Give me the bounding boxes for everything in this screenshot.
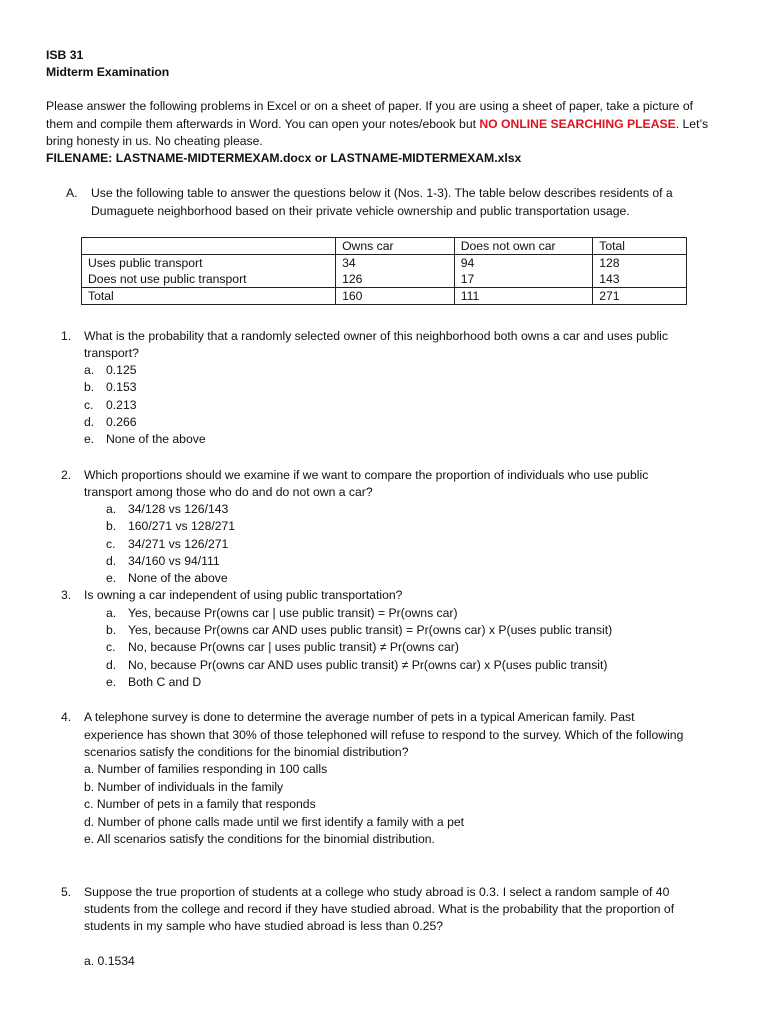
option-text: 34/128 vs 126/143 [128,502,229,516]
question-2-text: Which proportions should we examine if we want to compare the proportion of individuals who use public [84,468,649,482]
option-text: Both C and D [128,675,202,689]
table-cell: 143 [593,271,687,288]
option-letter: a. [106,606,117,620]
table-cell: 128 [593,255,687,272]
table-cell: Total [82,288,336,305]
question-3-text: Is owning a car independent of using public transportation? [84,588,403,602]
table-row [82,271,687,288]
option-text: 34/160 vs 94/111 [128,554,220,568]
table-cell: Uses public transport [82,255,336,272]
option-3a [106,605,458,622]
option-1d [84,414,137,431]
option-letter: c. [106,640,116,654]
intro-line-2 [46,116,708,133]
table-header-cell: Total [593,238,687,255]
question-1-text: What is the probability that a randomly selected owner of this neighborhood both owns a car and uses public [84,329,668,343]
question-4-text: A telephone survey is done to determine the average number of pets in a typical American family. Past [84,710,635,724]
option-text: No, because Pr(owns car AND uses public transit) ≠ Pr(owns car) x P(uses public transit) [128,658,608,672]
option-3c [106,639,459,656]
question-5-number: 5. [61,885,72,899]
question-2-text: transport among those who do and do not own a car? [84,485,373,499]
table-header-cell [82,238,336,255]
table-header-cell: Owns car [336,238,455,255]
option-3d [106,657,607,674]
option-letter: d. [84,415,95,429]
option-2b [106,518,235,535]
table-row [82,255,687,272]
option-text: Yes, because Pr(owns car AND uses public transit) = Pr(owns car) x P(uses public transit) [128,623,613,637]
option-1e [84,431,206,448]
section-a-line-2: Dumaguete neighborhood based on their private vehicle ownership and public transportation usage. [91,204,630,218]
option-1a [84,362,137,379]
option-letter: d. [106,554,117,568]
table-cell: 160 [336,288,455,305]
car-transport-table [81,237,687,305]
option-letter: d. [106,658,117,672]
intro-line-2-end: . Let’s [675,117,709,131]
table-cell: 271 [593,288,687,305]
option-letter: c. [84,398,94,412]
option-letter: b. [106,519,117,533]
option-text: 0.125 [106,363,137,377]
course-code: ISB 31 [46,48,84,62]
table-cell: Does not use public transport [82,271,336,288]
question-3-number: 3. [61,588,72,602]
option-text: 0.213 [106,398,137,412]
option-4d: d. Number of phone calls made until we first identify a family with a pet [84,815,465,829]
option-2a [106,501,228,518]
option-1b [84,379,137,396]
option-1c [84,397,137,414]
question-4-text: experience has shown that 30% of those telephoned will refuse to respond to the survey. Which of the following [84,728,684,742]
option-text: 0.153 [106,380,137,394]
option-text: None of the above [106,432,206,446]
question-4-number: 4. [61,710,72,724]
option-4c: c. Number of pets in a family that responds [84,797,316,811]
table-row [82,288,687,305]
option-text: 0.266 [106,415,137,429]
question-5-text: Suppose the true proportion of students at a college who study abroad is 0.3. I select a random sample of 40 [84,885,670,899]
option-3b [106,622,612,639]
table-cell: 94 [454,255,593,272]
question-2-number: 2. [61,468,72,482]
table-cell: 111 [454,288,593,305]
option-text: 160/271 vs 128/271 [128,519,236,533]
no-searching-warning: NO ONLINE SEARCHING PLEASE [479,117,676,131]
option-2d [106,553,220,570]
question-5-text: students in my sample who have studied abroad is less than 0.25? [84,919,444,933]
option-letter: e. [106,571,117,585]
option-letter: b. [106,623,117,637]
filename-instruction: FILENAME: LASTNAME-MIDTERMEXAM.docx or LASTNAME-MIDTERMEXAM.xlsx [46,151,522,165]
option-letter: a. [84,363,95,377]
question-1-text: transport? [84,346,139,360]
section-a-line-1: Use the following table to answer the questions below it (Nos. 1-3). The table below describes residents of a [91,186,673,200]
option-4b: b. Number of individuals in the family [84,780,284,794]
intro-line-3: bring honesty in us. No cheating please. [46,134,263,148]
intro-line-2-text: them and compile them afterwards in Word. You can open your notes/ebook but [46,117,480,131]
option-text: 34/271 vs 126/271 [128,537,229,551]
question-4-text: scenarios satisfy the conditions for the binomial distribution? [84,745,409,759]
question-1-number: 1. [61,329,72,343]
option-2e [106,570,228,587]
option-text: No, because Pr(owns car | uses public transit) ≠ Pr(owns car) [128,640,459,654]
option-letter: b. [84,380,95,394]
option-4e: e. All scenarios satisfy the conditions for the binomial distribution. [84,832,435,846]
option-4a: a. Number of families responding in 100 calls [84,762,328,776]
exam-title: Midterm Examination [46,65,170,79]
table-cell: 17 [454,271,593,288]
option-text: None of the above [128,571,228,585]
option-letter: e. [84,432,95,446]
table-cell: 126 [336,271,455,288]
table-cell: 34 [336,255,455,272]
option-2c [106,536,228,553]
intro-line-1: Please answer the following problems in Excel or on a sheet of paper. If you are using a sheet of paper, take a picture of [46,99,694,113]
option-3e [106,674,201,691]
question-5-text: students from the college and record if they have studied abroad. What is the probability that the proportion of [84,902,675,916]
option-letter: e. [106,675,117,689]
table-header-row [82,238,687,255]
section-a-label: A. [66,186,78,200]
option-letter: c. [106,537,116,551]
option-letter: a. [106,502,117,516]
option-text: Yes, because Pr(owns car | use public transit) = Pr(owns car) [128,606,458,620]
table-header-cell: Does not own car [454,238,593,255]
option-5a: a. 0.1534 [84,954,135,968]
